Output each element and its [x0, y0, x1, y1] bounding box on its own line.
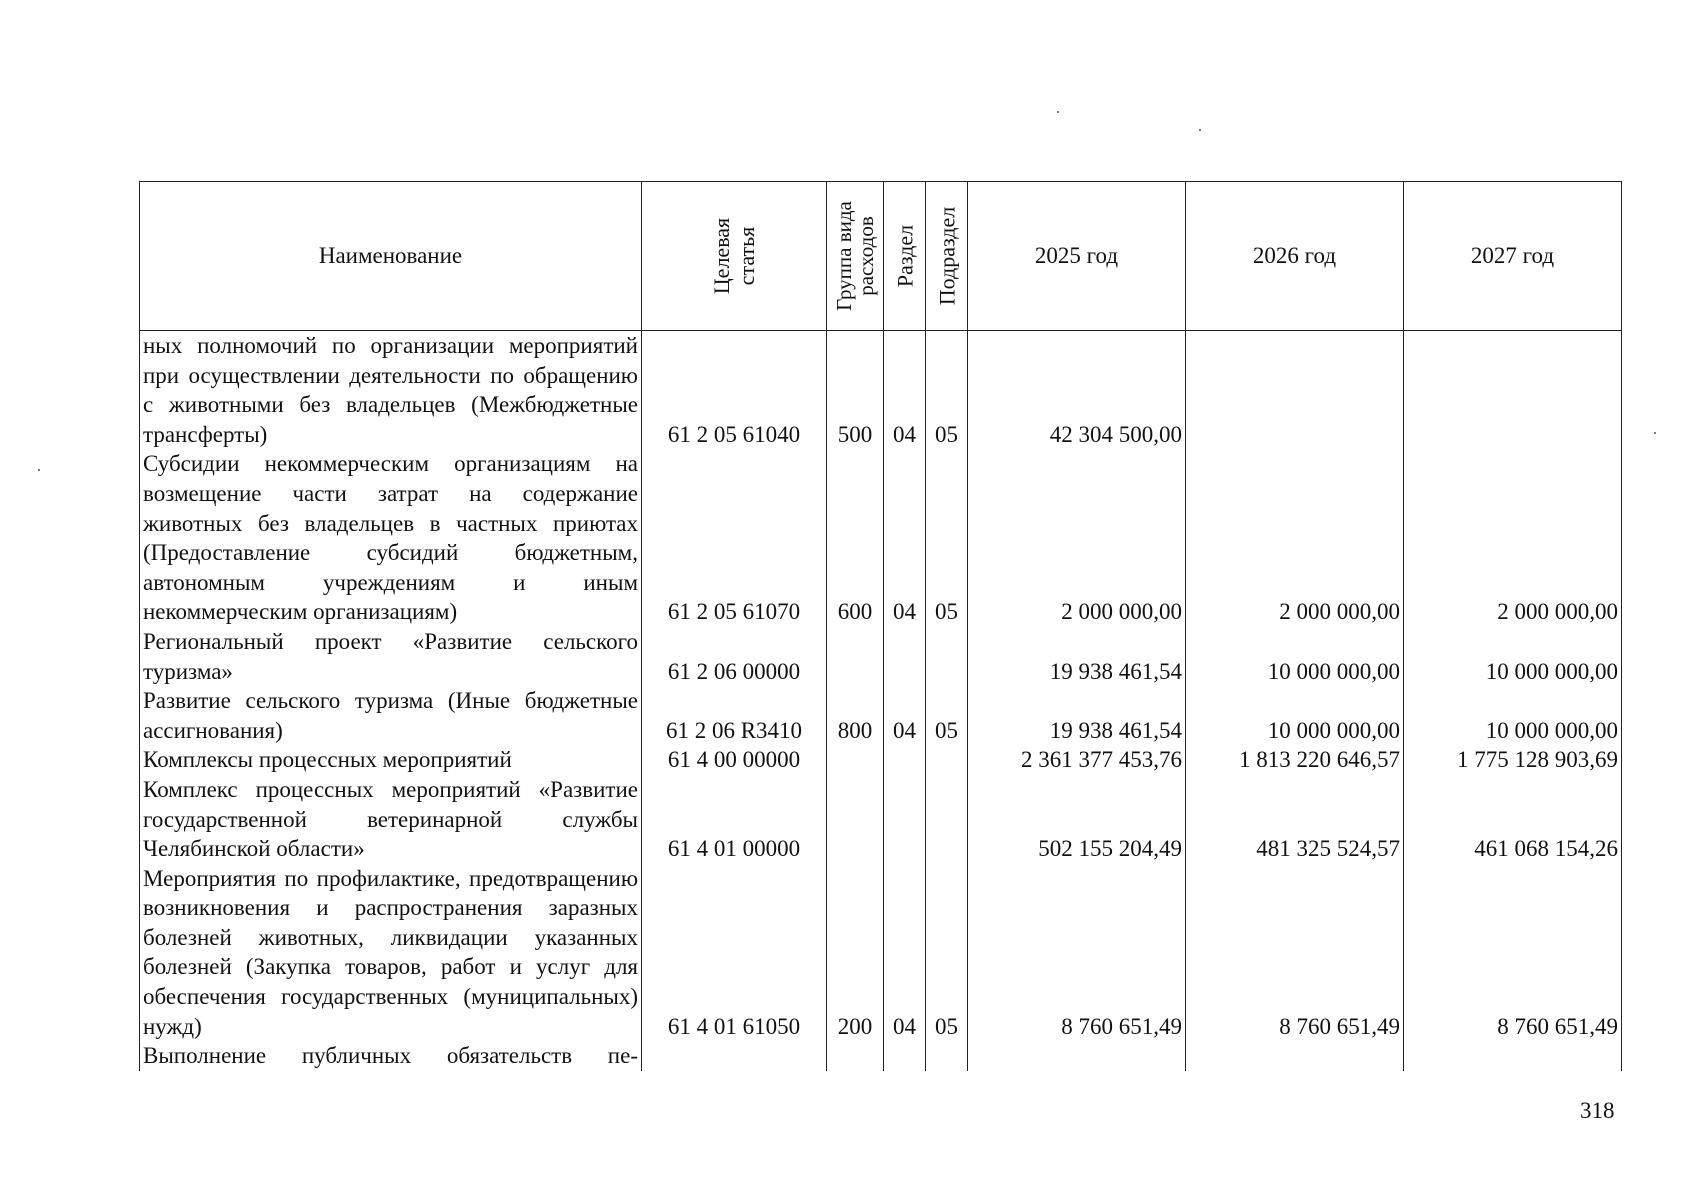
header-target: Целевая статья	[642, 182, 827, 331]
row-section	[884, 627, 926, 686]
row-name: Региональный проект «Развитие сельского туризма»	[140, 627, 642, 686]
row-2026	[1186, 1041, 1404, 1071]
row-2027: 1 775 128 903,69	[1404, 745, 1622, 775]
row-group	[827, 1041, 884, 1071]
row-2026: 1 813 220 646,57	[1186, 745, 1404, 775]
row-subsection	[926, 775, 968, 864]
row-2025: 19 938 461,54	[968, 686, 1186, 745]
row-group: 200	[827, 864, 884, 1042]
row-group: 600	[827, 449, 884, 627]
row-2026	[1186, 331, 1404, 450]
row-2027: 461 068 154,26	[1404, 775, 1622, 864]
row-target: 61 2 06 R3410	[642, 686, 827, 745]
row-name: Выполнение публичных обязательств пе-	[140, 1041, 642, 1071]
row-name: Субсидии некоммерческим организациям на возмещение части затрат на содержание животных без владельцев в частных приютах (Предоставление субсидий бюджетным, автономным учреждениям и иным некоммерческим организациям)	[140, 449, 642, 627]
budget-table	[139, 181, 1622, 1071]
row-target: 61 4 00 00000	[642, 745, 827, 775]
row-2025: 2 361 377 453,76	[968, 745, 1186, 775]
row-subsection: 05	[926, 331, 968, 450]
row-2025: 2 000 000,00	[968, 449, 1186, 627]
row-section: 04	[884, 449, 926, 627]
row-target: 61 4 01 00000	[642, 775, 827, 864]
row-target: 61 2 06 00000	[642, 627, 827, 686]
row-group	[827, 745, 884, 775]
header-section: Раздел	[884, 182, 926, 331]
scan-speck	[38, 469, 40, 471]
row-subsection	[926, 745, 968, 775]
row-section: 04	[884, 686, 926, 745]
scan-speck	[1654, 432, 1656, 434]
row-target: 61 4 01 61050	[642, 864, 827, 1042]
row-name: ных полномочий по организации мероприятий при осуществлении деятельности по обращению с животными без владельцев (Межбюджетные трансферты)	[140, 331, 642, 450]
row-section	[884, 745, 926, 775]
row-2026: 2 000 000,00	[1186, 449, 1404, 627]
row-target: 61 2 05 61070	[642, 449, 827, 627]
row-2026: 8 760 651,49	[1186, 864, 1404, 1042]
row-2027: 2 000 000,00	[1404, 449, 1622, 627]
row-2026: 10 000 000,00	[1186, 627, 1404, 686]
header-2026: 2026 год	[1186, 182, 1404, 331]
row-2027	[1404, 331, 1622, 450]
row-name: Развитие сельского туризма (Иные бюджетные ассигнования)	[140, 686, 642, 745]
table-row	[140, 449, 1622, 627]
row-section: 04	[884, 331, 926, 450]
header-subsection: Подраздел	[926, 182, 968, 331]
table-row	[140, 745, 1622, 775]
row-subsection: 05	[926, 686, 968, 745]
table-row	[140, 864, 1622, 1042]
table-row	[140, 775, 1622, 864]
row-group: 800	[827, 686, 884, 745]
row-target	[642, 1041, 827, 1071]
row-2026: 481 325 524,57	[1186, 775, 1404, 864]
header-2025: 2025 год	[968, 182, 1186, 331]
row-section: 04	[884, 864, 926, 1042]
table-row	[140, 1041, 1622, 1071]
row-group	[827, 627, 884, 686]
row-2025	[968, 1041, 1186, 1071]
table-header-row	[140, 182, 1622, 331]
row-group: 500	[827, 331, 884, 450]
row-name: Комплекс процессных мероприятий «Развитие государственной ветеринарной службы Челябинской области»	[140, 775, 642, 864]
header-name: Наименование	[140, 182, 642, 331]
page-number: 318	[1580, 1098, 1615, 1123]
scan-speck	[1057, 111, 1059, 113]
row-2025: 8 760 651,49	[968, 864, 1186, 1042]
table-row	[140, 686, 1622, 745]
row-subsection	[926, 1041, 968, 1071]
row-name: Мероприятия по профилактике, предотвращению возникновения и распространения заразных болезней животных, ликвидации указанных болезней (Закупка товаров, работ и услуг для обеспечения государственных (муниципальных) нужд)	[140, 864, 642, 1042]
row-2025: 42 304 500,00	[968, 331, 1186, 450]
row-2027: 8 760 651,49	[1404, 864, 1622, 1042]
scan-speck	[1199, 129, 1201, 131]
table-row	[140, 331, 1622, 450]
row-section	[884, 1041, 926, 1071]
row-2025: 19 938 461,54	[968, 627, 1186, 686]
row-name: Комплексы процессных мероприятий	[140, 745, 642, 775]
row-subsection	[926, 627, 968, 686]
header-group: Группа вида расходов	[827, 182, 884, 331]
row-2027: 10 000 000,00	[1404, 627, 1622, 686]
row-2026: 10 000 000,00	[1186, 686, 1404, 745]
table-row	[140, 627, 1622, 686]
row-2025: 502 155 204,49	[968, 775, 1186, 864]
row-subsection: 05	[926, 449, 968, 627]
header-2027: 2027 год	[1404, 182, 1622, 331]
row-2027	[1404, 1041, 1622, 1071]
row-section	[884, 775, 926, 864]
row-subsection: 05	[926, 864, 968, 1042]
row-target: 61 2 05 61040	[642, 331, 827, 450]
row-group	[827, 775, 884, 864]
row-2027: 10 000 000,00	[1404, 686, 1622, 745]
